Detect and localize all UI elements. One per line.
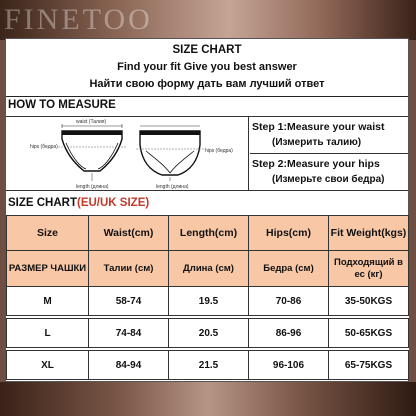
briefs-front-icon (58, 124, 126, 181)
brand-watermark: FINETOO (4, 3, 153, 36)
header-hips-ru: Бедра (см) (249, 251, 329, 287)
cell-length: 20.5 (169, 319, 249, 348)
how-to-measure-heading: HOW TO MEASURE (8, 99, 116, 111)
cell-weight: 50-65KGS (329, 319, 409, 348)
cell-waist: 84-94 (89, 351, 169, 380)
table-header-row-ru (7, 251, 409, 287)
table-row (7, 319, 409, 348)
header-length: Length(cm) (169, 216, 249, 251)
cell-weight: 65-75KGS (329, 351, 409, 380)
measure-step-2 (250, 154, 408, 190)
step-1-text-en: Step 1:Measure your waist (252, 121, 385, 133)
measure-step-1 (250, 117, 408, 154)
background-photo-bottom (0, 382, 416, 416)
briefs-diagram (6, 117, 248, 190)
cell-weight: 35-50KGS (329, 287, 409, 316)
measure-diagram-cell (6, 117, 249, 190)
hips-label-left: hips (бедра) (30, 144, 58, 150)
step-2-text-ru: (Измерьте свои бедра) (272, 174, 385, 185)
header-length-ru: Длина (см) (169, 251, 249, 287)
step-1-text-ru: (Измерить талию) (272, 137, 362, 148)
table-row (7, 351, 409, 380)
cell-waist: 74-84 (89, 319, 169, 348)
cell-size: L (7, 319, 89, 348)
size-table (6, 215, 409, 380)
header-size: Size (7, 216, 89, 251)
chart-title: SIZE CHART (172, 44, 242, 56)
size-chart-card (5, 38, 409, 382)
briefs-back-icon (136, 126, 204, 181)
header-waist-ru: Талии (см) (89, 251, 169, 287)
chart-header (6, 39, 408, 97)
size-chart-heading-text: SIZE CHART (8, 197, 77, 209)
table-row (7, 287, 409, 316)
cell-length: 19.5 (169, 287, 249, 316)
table-header-row-en (7, 216, 409, 251)
cell-size: XL (7, 351, 89, 380)
cell-waist: 58-74 (89, 287, 169, 316)
header-weight-ru: Подходящий в ес (кг) (329, 251, 409, 287)
size-chart-heading (8, 197, 149, 209)
cell-length: 21.5 (169, 351, 249, 380)
step-2-text-en: Step 2:Measure your hips (252, 158, 380, 170)
chart-subtitle-en: Find your fit Give you best answer (117, 61, 297, 73)
waist-label: waist (Талия) (76, 119, 107, 125)
cell-hips: 96-106 (249, 351, 329, 380)
hips-label-right: hips (бедра) (205, 148, 233, 154)
header-hips: Hips(cm) (249, 216, 329, 251)
size-chart-region: (EU/UK SIZE) (77, 197, 150, 209)
length-label-back: length (длина) (156, 184, 189, 190)
measure-steps (250, 117, 408, 190)
header-weight: Fit Weight(kgs) (329, 216, 409, 251)
chart-subtitle-ru: Найти свою форму дать вам лучший ответ (89, 78, 325, 90)
header-size-ru: РАЗМЕР ЧАШКИ (7, 251, 89, 287)
cell-size: M (7, 287, 89, 316)
header-waist: Waist(cm) (89, 216, 169, 251)
how-to-measure-section (6, 116, 408, 191)
length-label: length (длина) (76, 184, 109, 190)
cell-hips: 86-96 (249, 319, 329, 348)
cell-hips: 70-86 (249, 287, 329, 316)
